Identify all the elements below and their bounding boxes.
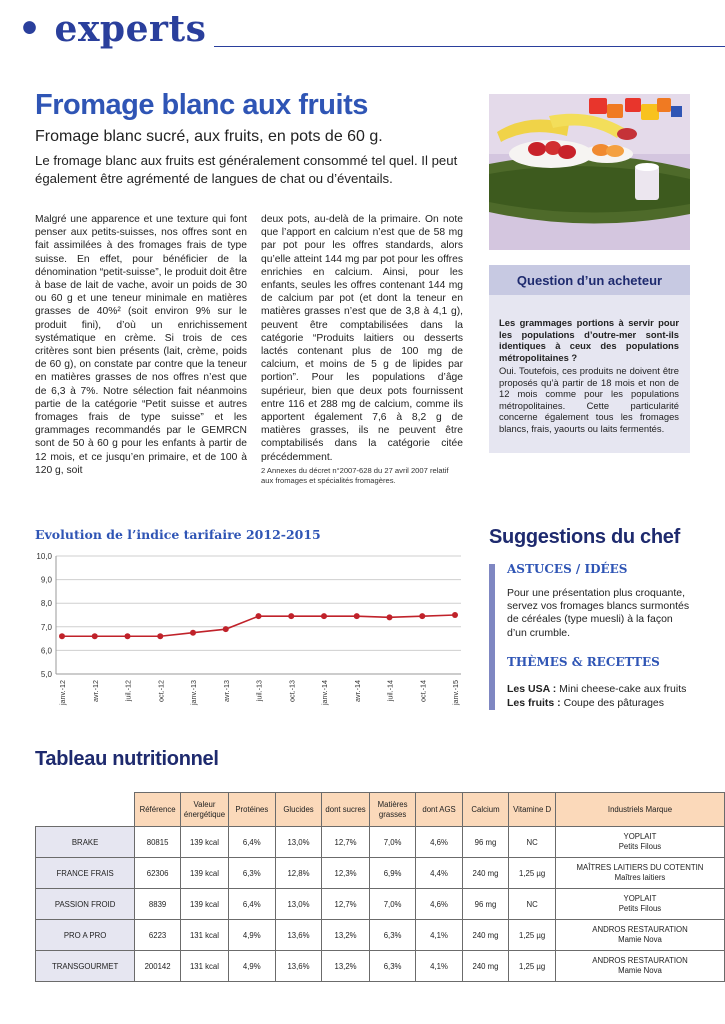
themes-heading: THÈMES & RECETTES: [507, 655, 660, 669]
theme-item: [507, 683, 686, 696]
brand-name: Maîtres laitiers: [614, 873, 666, 882]
table-cell: 139 kcal: [181, 889, 229, 920]
table-cell: 96 mg: [462, 827, 509, 858]
data-point: [452, 612, 458, 618]
dessert-photo: [489, 94, 690, 250]
table-cell: NC: [509, 889, 556, 920]
column-header: Valeur énergétique: [181, 793, 229, 827]
data-point: [59, 633, 65, 639]
table-cell: 4,4%: [416, 858, 462, 889]
table-cell: 6,3%: [369, 951, 416, 982]
x-tick-label: juil.-13: [254, 680, 264, 702]
industriel-cell: [555, 951, 724, 982]
table-cell: 240 mg: [462, 920, 509, 951]
column-header: dont AGS: [416, 793, 462, 827]
x-tick-label: janv.-12: [58, 680, 67, 706]
table-cell: 80815: [135, 827, 181, 858]
theme-label: Les USA :: [507, 683, 557, 695]
column-header: Calcium: [462, 793, 509, 827]
data-point: [190, 630, 196, 636]
chef-accent-bar: [489, 564, 495, 710]
x-tick-label: oct.-14: [418, 680, 428, 702]
table-cell: 139 kcal: [181, 827, 229, 858]
y-tick-label: 10,0: [36, 552, 52, 561]
industriel-name: ANDROS RESTAURATION: [592, 956, 688, 965]
table-row: [36, 827, 725, 858]
data-point: [321, 613, 327, 619]
column-header: Référence: [135, 793, 181, 827]
x-tick-label: avr.-12: [90, 680, 100, 702]
table-cell: 13,6%: [275, 951, 322, 982]
brand-name: Mamie Nova: [618, 966, 662, 975]
article-footnote: 2 Annexes du décret n°2007-628 du 27 avril 2007 relatif aux fromages et spécialités fromagères.: [261, 466, 449, 485]
table-cell: 62306: [135, 858, 181, 889]
table-cell: 6,3%: [369, 920, 416, 951]
tips-text: Pour une présentation plus croquante, servez vos fromages blancs surmontés de céréales (type muesli) à la façon d’un crumble.: [507, 587, 690, 639]
x-tick-label: avr.-14: [352, 680, 362, 702]
data-point: [157, 633, 163, 639]
distributor-cell: PASSION FROID: [36, 889, 135, 920]
article-intro: Le fromage blanc aux fruits est généralement consommé tel quel. Il peut également être agrémenté de langues de chat ou d’éventails.: [35, 153, 458, 186]
industriel-cell: [555, 827, 724, 858]
data-point: [223, 626, 229, 632]
column-header: Industriels Marque: [555, 793, 724, 827]
dessert-photo-illustration: [489, 94, 690, 250]
section-tag: • experts: [18, 8, 207, 50]
table-cell: 240 mg: [462, 951, 509, 982]
x-tick-label: oct.-12: [156, 680, 166, 702]
chart-title: Evolution de l’indice tarifaire 2012-2015: [35, 527, 321, 542]
table-cell: 6223: [135, 920, 181, 951]
x-tick-label: janv.-13: [189, 680, 198, 706]
theme-label: Les fruits :: [507, 697, 561, 709]
table-header-row: [36, 793, 725, 827]
industriel-name: YOPLAIT: [623, 832, 657, 841]
chef-suggestions-title: Suggestions du chef: [489, 526, 680, 548]
table-cell: 4,6%: [416, 889, 462, 920]
data-point: [92, 633, 98, 639]
table-cell: 12,3%: [322, 858, 369, 889]
buyer-answer-text: Oui. Toutefois, ces produits ne doivent être proposés qu’à partir de 18 mois et non de 12 mois comme pour les populations métropolitaines. Cette particularité concerne également tous les fromages blancs, frais, yaourts ou laits fermentés.: [499, 365, 679, 434]
article-column-2: deux pots, au-delà de la primaire. On note que l’apport en calcium n’est que de 58 mg par pot pour les offres standards, alors qu’elle atteint 144 mg par pot pour les offres enrichies en calcium. Ainsi, pour les enfants, seules les offres contenant 144 mg de calcium par pot (et dont la teneur en matières grasses n’est que de 3,8 à 4,1 g), peuvent être comptabilisées dans la catégorie “Produits laitiers ou desserts lactés contenant plus de 100 mg de calcium, et moins de 5 g de lipides par portion”. Pour les populations d’âge supérieur, bien que deux pots fournissent entre 116 et 288 mg de calcium, comme ils apportent également 7,6 à 8,2 g de matières grasses, ils ne peuvent être comptabilisés dans la catégorie citée précédemment.: [261, 214, 463, 463]
table-cell: 96 mg: [462, 889, 509, 920]
data-point: [387, 614, 393, 620]
table-cell: 6,4%: [228, 889, 275, 920]
table-row: [36, 920, 725, 951]
table-cell: 13,0%: [275, 889, 322, 920]
column-header: Matières grasses: [369, 793, 416, 827]
buyer-question-heading: Question d’un acheteur: [489, 265, 690, 295]
buyer-question-text: Les grammages portions à servir pour les populations d’outre-mer sont-ils identiques à ceux des populations métropolitaines ?: [499, 317, 679, 363]
data-point: [419, 613, 425, 619]
table-cell: 6,9%: [369, 858, 416, 889]
table-cell: 240 mg: [462, 858, 509, 889]
table-cell: 4,1%: [416, 920, 462, 951]
column-header: dont sucres: [322, 793, 369, 827]
table-cell: 7,0%: [369, 827, 416, 858]
distributor-cell: PRO A PRO: [36, 920, 135, 951]
article-title: Fromage blanc aux fruits: [35, 89, 368, 121]
table-cell: 1,25 µg: [509, 920, 556, 951]
price-index-line-chart: [35, 548, 475, 723]
x-tick-label: janv.-15: [451, 680, 460, 706]
industriel-name: ANDROS RESTAURATION: [592, 925, 688, 934]
article-column-1: Malgré une apparence et une texture qui font penser aux petits-suisses, nos offres sont en fait assimilées à des fromages frais de type suisse. En effet, pour bénéficier de la dénomination “petit-suisse”, le produit doit être à base de lait de vache, avoir un poids de 30 ou 60 g et une teneur minimale en matières grasses de 40%² (soit environ 9% sur le produit fini), d’où un enrichissement systématique en crème. Si trois de ces critères sont bien présents (lait, crème, poids de 60 g), on constate par contre que la teneur en matières grasses de nos offres n’est que de 6,3 à 7%. Notre sélection fait néanmoins partie de la catégorie “Petit suisse et autres fromages frais de type suisse” et les grammages recommandés par le GEMRCN sont de 50 à 60 g pour les enfants à partir de 12 mois, et ce jusqu’en primaire, et de 100 à 120 g, soit: [35, 214, 247, 476]
photo-corner-marker: [671, 106, 682, 117]
brand-name: Petits Filous: [618, 842, 662, 851]
table-cell: 1,25 µg: [509, 951, 556, 982]
y-tick-label: 7,0: [40, 622, 52, 632]
industriel-cell: [555, 889, 724, 920]
data-point: [125, 633, 131, 639]
distributor-cell: BRAKE: [36, 827, 135, 858]
table-cell: 4,9%: [228, 951, 275, 982]
table-cell: 12,7%: [322, 827, 369, 858]
table-cell: 4,9%: [228, 920, 275, 951]
nutrition-table: [35, 792, 725, 982]
column-header: Glucides: [275, 793, 322, 827]
tips-heading: ASTUCES / IDÉES: [507, 562, 628, 576]
table-cell: 131 kcal: [181, 920, 229, 951]
table-cell: 13,2%: [322, 920, 369, 951]
brand-name: Petits Filous: [618, 904, 662, 913]
x-tick-label: juil.-14: [385, 680, 395, 702]
table-cell: 1,25 µg: [509, 858, 556, 889]
theme-text: Mini cheese-cake aux fruits: [559, 683, 687, 695]
table-row: [36, 858, 725, 889]
table-cell: 4,6%: [416, 827, 462, 858]
article-subtitle: Fromage blanc sucré, aux fruits, en pots de 60 g.: [35, 128, 383, 145]
table-cell: 139 kcal: [181, 858, 229, 889]
nutrition-table-title: Tableau nutritionnel: [35, 748, 219, 770]
x-tick-label: avr.-13: [221, 680, 231, 702]
x-tick-label: janv.-14: [320, 680, 329, 706]
table-cell: 131 kcal: [181, 951, 229, 982]
industriel-name: MAÎTRES LAITIERS DU COTENTIN: [576, 863, 704, 872]
header-rule: [214, 46, 725, 47]
distributor-cell: TRANSGOURMET: [36, 951, 135, 982]
x-tick-label: juil.-12: [123, 680, 133, 702]
column-header: Vitamine D: [509, 793, 556, 827]
table-cell: 13,2%: [322, 951, 369, 982]
table-cell: 6,3%: [228, 858, 275, 889]
table-row: [36, 889, 725, 920]
y-tick-label: 8,0: [40, 599, 52, 609]
buyer-question-box: [489, 265, 690, 453]
table-cell: 13,6%: [275, 920, 322, 951]
table-cell: 12,8%: [275, 858, 322, 889]
data-point: [354, 613, 360, 619]
table-cell: 4,1%: [416, 951, 462, 982]
y-tick-label: 9,0: [40, 575, 52, 585]
table-cell: 12,7%: [322, 889, 369, 920]
table-cell: 7,0%: [369, 889, 416, 920]
table-cell: 200142: [135, 951, 181, 982]
table-cell: 6,4%: [228, 827, 275, 858]
industriel-cell: [555, 920, 724, 951]
y-tick-label: 5,0: [40, 670, 52, 679]
table-cell: 8839: [135, 889, 181, 920]
brand-name: Mamie Nova: [618, 935, 662, 944]
table-row: [36, 951, 725, 982]
x-tick-label: oct.-13: [287, 680, 297, 702]
theme-text: Coupe des pâturages: [563, 697, 665, 709]
industriel-cell: [555, 858, 724, 889]
column-header: Protéines: [228, 793, 275, 827]
distributor-cell: FRANCE FRAIS: [36, 858, 135, 889]
theme-item: [507, 697, 664, 710]
data-point: [288, 613, 294, 619]
industriel-name: YOPLAIT: [623, 894, 657, 903]
table-cell: NC: [509, 827, 556, 858]
table-cell: 13,0%: [275, 827, 322, 858]
table-corner: [36, 793, 135, 827]
data-point: [256, 613, 262, 619]
y-tick-label: 6,0: [40, 646, 52, 656]
